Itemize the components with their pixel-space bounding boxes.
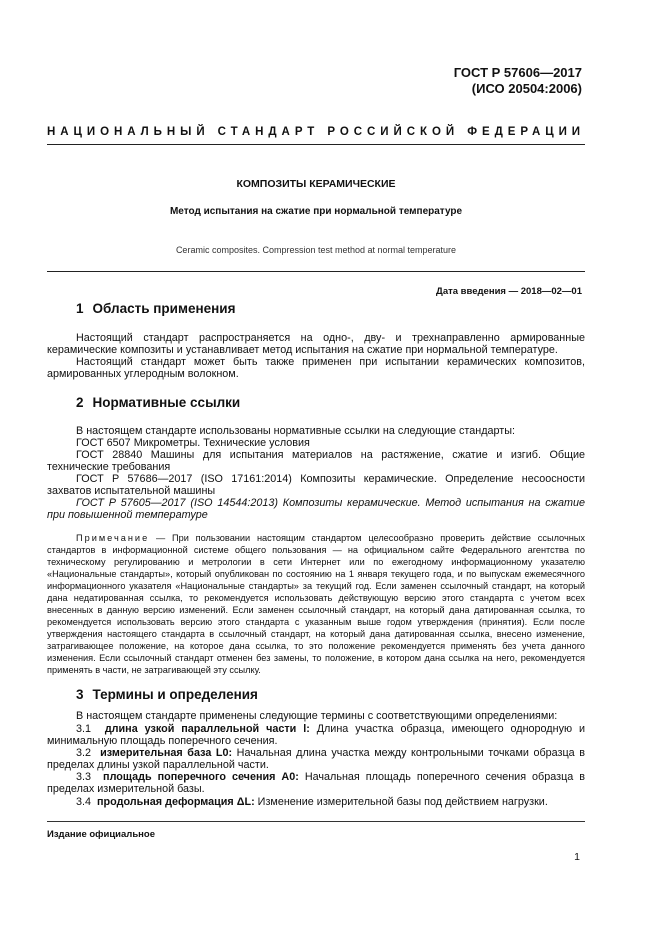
term-def: Начальная площадь поперечного сечения образца в пределах измерительной базы. (47, 771, 586, 795)
term-definition (47, 796, 585, 808)
section-1-heading (76, 301, 235, 316)
effective-date: Дата введения — 2018—02—01 (436, 286, 582, 297)
section-number: 1 (76, 301, 84, 316)
section-title: Термины и определения (92, 687, 258, 702)
standard-number-line: ГОСТ Р 57606—2017 (453, 65, 582, 80)
standard-number (454, 65, 582, 97)
official-edition-label: Издание официальное (47, 829, 155, 840)
section-title: Область применения (92, 301, 236, 316)
term-number: 3.2 (76, 747, 92, 759)
term-number: 3.3 (76, 771, 92, 783)
term-name: продольная деформация ΔL: (97, 796, 255, 808)
national-standard-banner (47, 126, 585, 138)
section-3-intro: В настоящем стандарте применены следующие термины с соответствующими определениями: (76, 710, 558, 722)
english-title: Ceramic composites. Compression test method at normal temperature (175, 245, 457, 255)
banner-text: НАЦИОНАЛЬНЫЙ СТАНДАРТ РОССИЙСКОЙ ФЕДЕРАЦИИ (47, 126, 585, 138)
section-1-paragraph: Настоящий стандарт может быть также применен при испытании керамических композитов, армированных углеродным волокном. (47, 356, 585, 380)
reference-item: ГОСТ 6507 Микрометры. Технические условия (76, 437, 310, 449)
term-def: Изменение измерительной базы под действием нагрузки. (254, 796, 548, 808)
section-2-heading (76, 395, 240, 410)
document-subtitle: Метод испытания на сжатие при нормальной температуре (169, 206, 463, 217)
section-1-paragraph: Настоящий стандарт распространяется на одно-, дву- и трехнаправленно армированные керамические композиты и устанавливает метод испытания на сжатие при нормальной температуре. (47, 332, 585, 356)
title-rule (47, 271, 585, 272)
section-number: 2 (76, 395, 84, 410)
banner-rule (47, 144, 585, 145)
term-number: 3.4 (76, 796, 92, 808)
term-name: площадь поперечного сечения A0: (103, 771, 299, 783)
section-3-heading (76, 687, 258, 702)
standard-iso-number: (ИСО 20504:2006) (471, 81, 582, 96)
page-number: 1 (574, 851, 580, 863)
term-definition (47, 723, 585, 747)
term-def: Длина участка образца, имеющего однородную и минимальную площадь поперечного сечения. (47, 723, 585, 747)
term-def: Начальная длина участка между контрольными точками образца в пределах длины узкой параллельной части. (47, 747, 585, 771)
document-title: КОМПОЗИТЫ КЕРАМИЧЕСКИЕ (236, 178, 396, 190)
term-definition (47, 747, 585, 771)
reference-note (47, 532, 585, 676)
term-definition (47, 771, 585, 795)
reference-item: ГОСТ Р 57605—2017 (ISO 14544:2013) Композиты керамические. Метод испытания на сжатие при повышенной температуре (47, 497, 585, 521)
section-number: 3 (76, 687, 84, 702)
note-label: Примечание (76, 533, 150, 543)
reference-item: ГОСТ 28840 Машины для испытания материалов на растяжение, сжатие и изгиб. Общие технические требования (47, 449, 585, 473)
term-name: измерительная база L0: (100, 747, 233, 759)
section-2-intro: В настоящем стандарте использованы нормативные ссылки на следующие стандарты: (76, 425, 515, 437)
footer-rule (47, 821, 585, 822)
reference-item: ГОСТ Р 57686—2017 (ISO 17161:2014) Композиты керамические. Определение несоосности захватов испытательной машины (47, 473, 585, 497)
note-text: — При пользовании настоящим стандартом целесообразно проверить действие ссылочных стандартов в информационной системе общего пользования — на официальном сайте Федерального агентства по техническому регулированию и метрологии в сети Интернет или по ежегодному информационному указателю «Национальные стандарты», который опубликован по состоянию на 1 января текущего года, и по выпускам ежемесячного информационного указателя «Национальные стандарты» за текущий год. Если заменен ссылочный стандарт, на который дана недатированная ссылка, то рекомендуется использовать действующую версию этого стандарта с учетом всех внесенных в данную версию изменений. Если заменен ссылочный стандарт, на который дана датированная ссылка, то рекомендуется использовать версию этого стандарта с указанным выше годом утверждения (принятия). Если после утверждения настоящего стандарта в ссылочный стандарт, на который дана датированная ссылка, внесено изменение, затрагивающее положение, на которое дана ссылка, то это положение рекомендуется применять без учета данного изменения. Если ссылочный стандарт отменен без замены, то положение, в котором дана ссылка на него, рекомендуется применять в части, не затрагивающей эту ссылку. (47, 533, 585, 675)
term-number: 3.1 (76, 723, 92, 735)
section-title: Нормативные ссылки (92, 395, 241, 410)
term-name: длина узкой параллельной части l: (104, 723, 310, 735)
